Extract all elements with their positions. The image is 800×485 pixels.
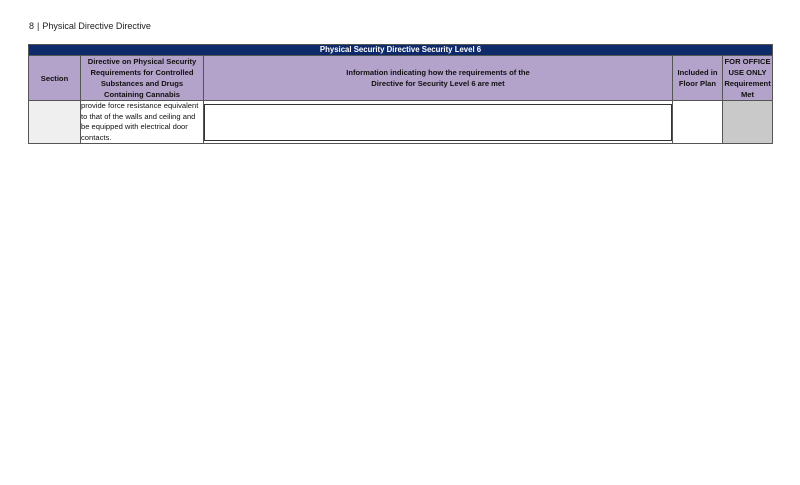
floor-plan-cell[interactable] [673,101,723,144]
column-header-section: Section [29,56,81,101]
office-use-cell [723,101,773,144]
page-number: 8 [29,21,35,31]
page-header [29,21,151,31]
table-row [29,101,773,144]
header-separator: | [37,21,40,31]
table-title: Physical Security Directive Security Level 6 [29,45,773,56]
column-header-directive: Directive on Physical Security Requirements for Controlled Substances and Drugs Containing Cannabis [81,56,204,101]
table-header-row [29,56,773,101]
section-cell [29,101,81,144]
column-header-floor-plan: Included in Floor Plan [673,56,723,101]
column-header-office-use: FOR OFFICE USE ONLY Requirement Met [724,57,771,99]
column-header-information [204,56,673,101]
table-title-row [29,45,773,56]
directive-table [28,44,773,144]
directive-cell: provide force resistance equivalent to that of the walls and ceiling and be equipped with electrical door contacts. [81,101,204,144]
document-title: Physical Directive Directive [42,21,151,31]
column-header-information-text: Information indicating how the requirements of the Directive for Security Level 6 are met [346,68,530,88]
information-input[interactable] [204,104,672,141]
information-cell [204,101,673,144]
